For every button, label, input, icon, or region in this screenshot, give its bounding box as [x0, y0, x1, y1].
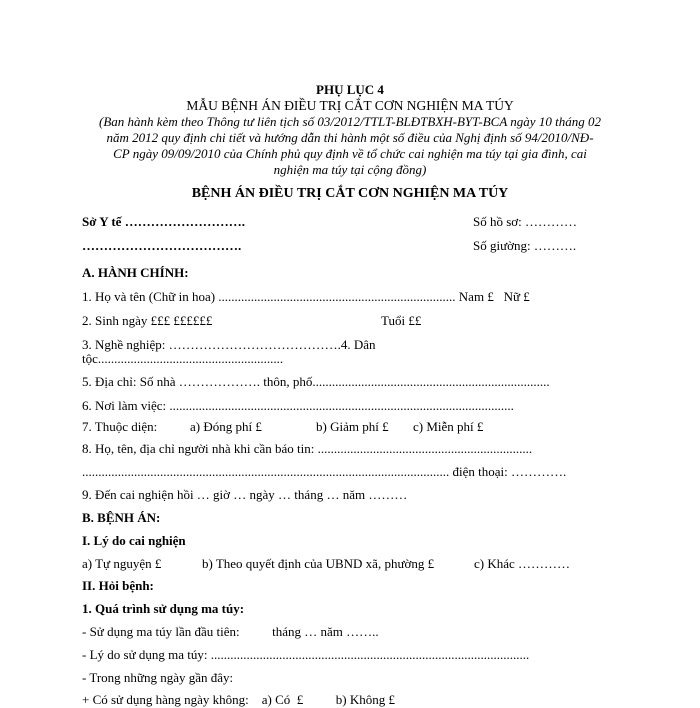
- record-title: BỆNH ÁN ĐIỀU TRỊ CẮT CƠN NGHIỆN MA TÚY: [191, 186, 509, 201]
- record-number-field: Số hồ sơ: …………: [473, 214, 578, 229]
- address-line: 5. Địa chỉ: Số nhà ………………. thôn, phố.........................................................................: [82, 374, 550, 389]
- workplace-line: 6. Nơi làm việc: ..........................................................................................................: [82, 398, 514, 413]
- section-a-heading: A. HÀNH CHÍNH:: [82, 265, 189, 280]
- contact-person-line: 8. Họ, tên, địa chỉ người nhà khi cần báo tin: ..................................................................: [82, 441, 533, 456]
- health-dept-field: Sở Y tế ……………………….: [82, 214, 245, 229]
- drug-history-heading: 1. Quá trình sử dụng ma túy:: [82, 601, 245, 616]
- ethnicity-line: tộc.........................................................: [82, 351, 284, 366]
- contact-phone-line: ................................................................................................................. điện thoại: ………….: [82, 464, 567, 479]
- insurance-option-free: c) Miễn phí £: [413, 419, 484, 434]
- daily-use-line: + Có sử dụng hàng ngày không: a) Có £ b) Không £: [82, 692, 395, 707]
- reason-heading: I. Lý do cai nghiện: [82, 533, 186, 548]
- inquiry-heading: II. Hỏi bệnh:: [82, 578, 154, 593]
- insurance-label: 7. Thuộc diện:: [82, 419, 158, 434]
- note-line-1: (Ban hành kèm theo Thông tư liên tịch số 03/2012/TTLT-BLĐTBXH-BYT-BCA ngày 10 tháng 02: [99, 114, 601, 129]
- admission-time-line: 9. Đến cai nghiện hồi … giờ … ngày … tháng … năm ………: [82, 487, 408, 502]
- note-line-4: nghiện ma túy tại cộng đồng): [273, 162, 427, 177]
- appendix-label: PHỤ LỤC 4: [316, 82, 384, 97]
- section-b-heading: B. BỆNH ÁN:: [82, 510, 161, 525]
- first-use-line: - Sử dụng ma túy lần đầu tiên: tháng … năm ……..: [82, 624, 379, 639]
- reason-option-voluntary: a) Tự nguyện £: [82, 556, 162, 571]
- insurance-option-paid: a) Đóng phí £: [190, 419, 262, 434]
- occupation-line: 3. Nghề nghiệp: ………………………………….4. Dân: [82, 337, 376, 352]
- bed-number-field: Số giường: ……….: [473, 238, 577, 253]
- age-field: Tuổi ££: [381, 313, 422, 328]
- name-line: 1. Họ và tên (Chữ in hoa) ......................................................................... Nam £ Nữ £: [82, 289, 530, 304]
- note-line-3: CP ngày 09/09/2010 của Chính phủ quy định về tổ chức cai nghiện ma túy tại gia đình, cai: [113, 146, 587, 161]
- note-line-2: năm 2012 quy định chi tiết và hướng dẫn thi hành một số điều của Nghị định số 94/2010/NĐ-: [106, 130, 594, 145]
- insurance-option-reduced: b) Giảm phí £: [316, 419, 389, 434]
- form-title: MẪU BỆNH ÁN ĐIỀU TRỊ CẮT CƠN NGHIỆN MA TÚY: [186, 98, 514, 113]
- reason-option-other: c) Khác …………: [474, 556, 571, 571]
- organization-blank: ……………………………….: [82, 238, 242, 253]
- birth-date-line: 2. Sinh ngày £££ ££££££: [82, 313, 213, 328]
- reason-option-decision: b) Theo quyết định của UBND xã, phường £: [202, 556, 435, 571]
- recent-days-line: - Trong những ngày gần đây:: [82, 670, 234, 685]
- use-reason-line: - Lý do sử dụng ma túy: ..................................................................................................: [82, 647, 530, 662]
